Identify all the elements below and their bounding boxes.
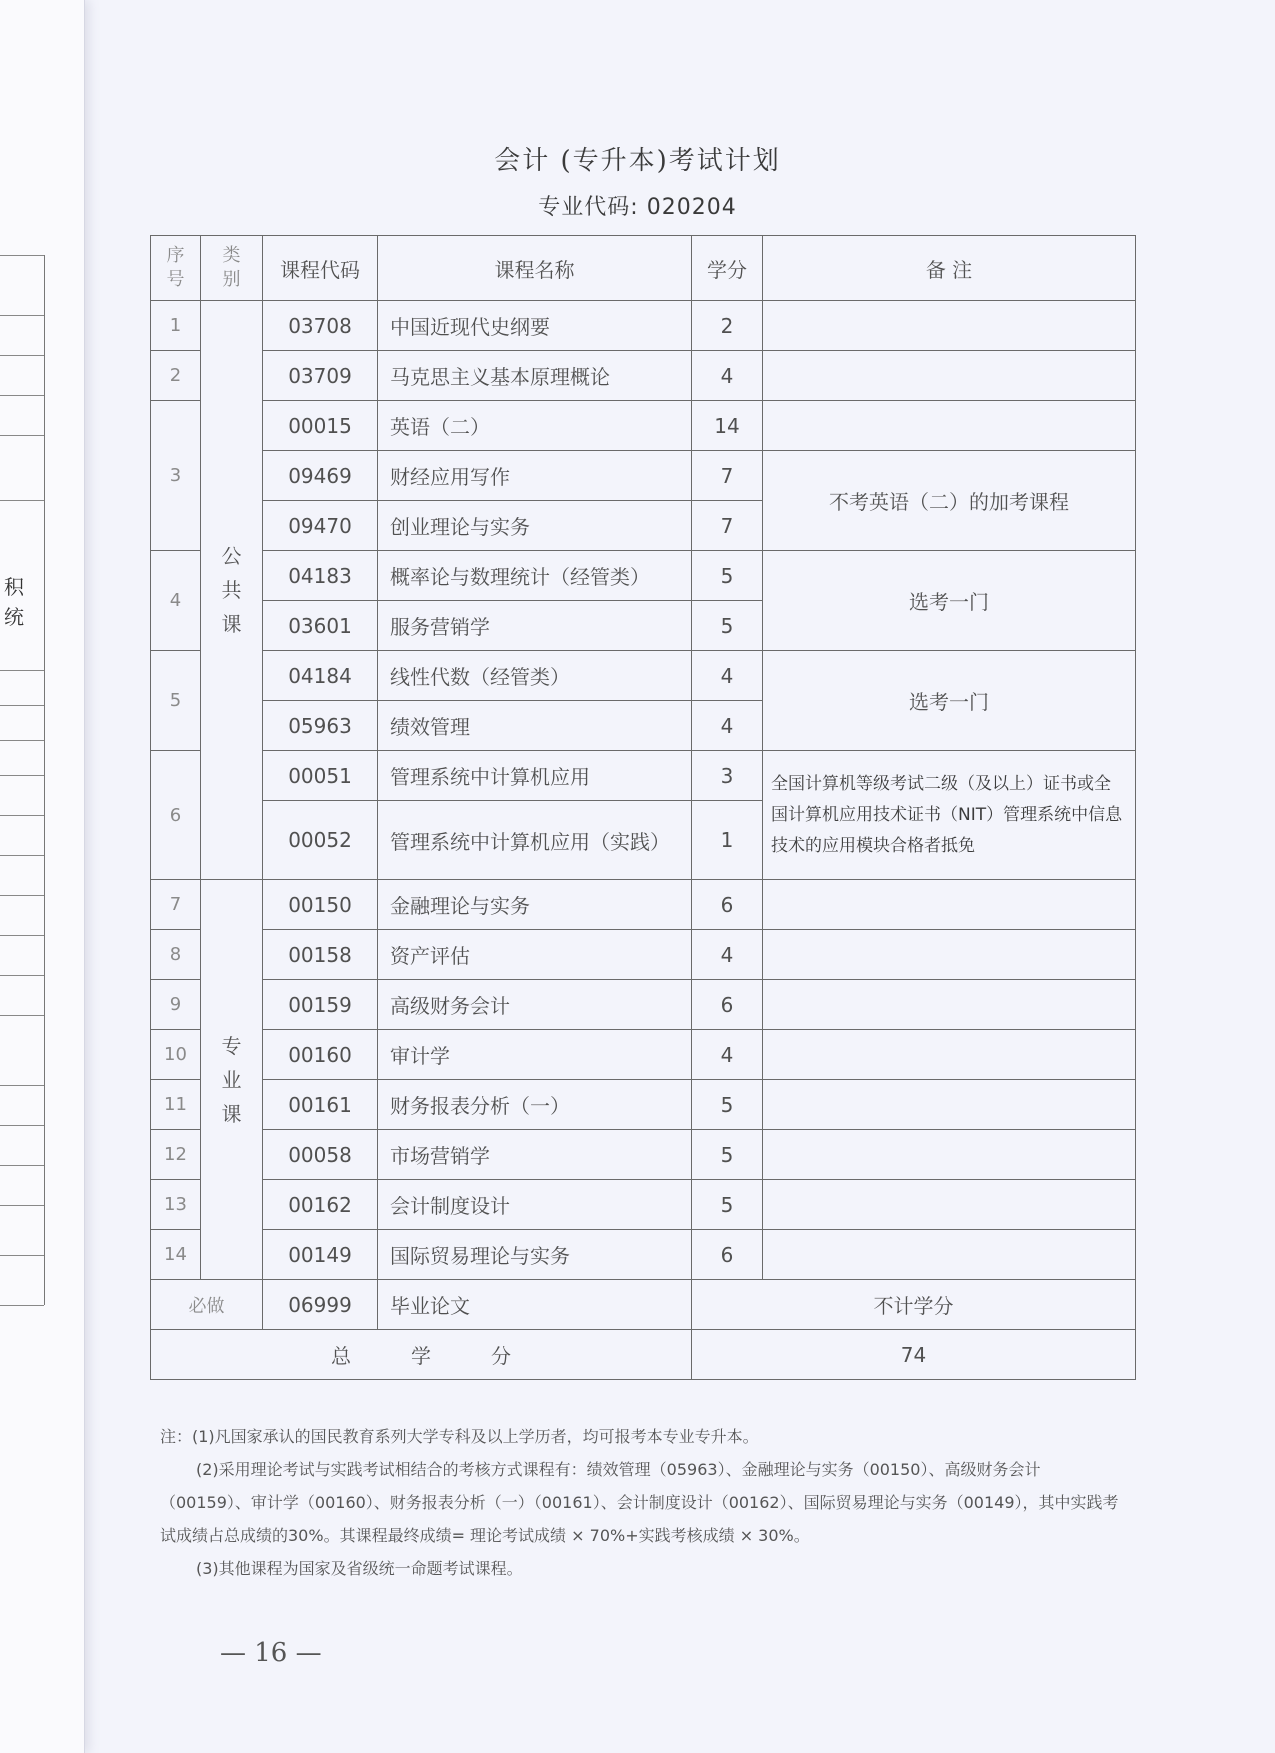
course-name-cell: 财经应用写作: [378, 451, 692, 501]
course-name-cell: 会计制度设计: [378, 1180, 692, 1230]
course-code-cell: 00058: [263, 1130, 378, 1180]
course-code-cell: 00015: [263, 401, 378, 451]
table-row: [151, 401, 1136, 451]
course-name-cell: 绩效管理: [378, 701, 692, 751]
notes-section: [160, 1420, 1120, 1585]
left-page-table-fragment: [0, 255, 45, 1305]
credits-cell: 6: [692, 880, 763, 930]
category-public: 公共课: [201, 301, 263, 880]
course-name-cell: 资产评估: [378, 930, 692, 980]
table-row: [151, 351, 1136, 401]
credits-cell: 6: [692, 980, 763, 1030]
table-row: [151, 880, 1136, 930]
remarks-cell: [763, 1030, 1136, 1080]
major-code: 专业代码: 020204: [538, 195, 737, 220]
credits-cell: 5: [692, 1080, 763, 1130]
header-seq: 序号: [151, 236, 201, 301]
table-row: [151, 551, 1136, 601]
course-name-cell: 服务营销学: [378, 601, 692, 651]
seq-cell: 11: [151, 1080, 201, 1130]
credits-cell: 5: [692, 1130, 763, 1180]
credits-cell: 1: [692, 801, 763, 880]
left-page-text: 积 统: [4, 575, 24, 629]
seq-cell: 12: [151, 1130, 201, 1180]
course-code-cell: 00162: [263, 1180, 378, 1230]
course-code-cell: 00161: [263, 1080, 378, 1130]
table-row: [151, 1080, 1136, 1130]
seq-cell: 9: [151, 980, 201, 1030]
course-name-cell: 审计学: [378, 1030, 692, 1080]
remarks-cell: [763, 301, 1136, 351]
course-code-cell: 09470: [263, 501, 378, 551]
note-1: 注：(1)凡国家承认的国民教育系列大学专科及以上学历者，均可报考本专业专升本。: [160, 1427, 759, 1446]
course-name-cell: 中国近现代史纲要: [378, 301, 692, 351]
seq-cell: 5: [151, 651, 201, 751]
remarks-cell: [763, 1180, 1136, 1230]
remarks-cell: [763, 1130, 1136, 1180]
course-name-cell: 马克思主义基本原理概论: [378, 351, 692, 401]
course-code-cell: 03708: [263, 301, 378, 351]
credits-cell: 4: [692, 930, 763, 980]
required-row: [151, 1280, 1136, 1330]
course-name-cell: 英语（二）: [378, 401, 692, 451]
credits-cell: 3: [692, 751, 763, 801]
credits-cell: 5: [692, 601, 763, 651]
course-code-cell: 00158: [263, 930, 378, 980]
seq-cell: 4: [151, 551, 201, 651]
page-title: 会计 (专升本)考试计划: [494, 146, 781, 176]
course-name-cell: 概率论与数理统计（经管类）: [378, 551, 692, 601]
course-name-cell: 国际贸易理论与实务: [378, 1230, 692, 1280]
course-code-cell: 03601: [263, 601, 378, 651]
credits-cell: 7: [692, 451, 763, 501]
page-number: — 16 —: [220, 1638, 322, 1668]
course-code-cell: 00159: [263, 980, 378, 1030]
remarks-cell: [763, 1080, 1136, 1130]
course-code-cell: 00150: [263, 880, 378, 930]
remarks-cell: [763, 880, 1136, 930]
table-row: [151, 301, 1136, 351]
credits-cell: 2: [692, 301, 763, 351]
credits-cell: 4: [692, 351, 763, 401]
remarks-cell: [763, 351, 1136, 401]
course-name-cell: 管理系统中计算机应用: [378, 751, 692, 801]
credits-cell: 4: [692, 651, 763, 701]
seq-cell: 10: [151, 1030, 201, 1080]
category-major: 专业课: [201, 880, 263, 1280]
total-value: 74: [692, 1330, 1136, 1380]
course-code-cell: 04183: [263, 551, 378, 601]
seq-cell: 6: [151, 751, 201, 880]
course-name-cell: 高级财务会计: [378, 980, 692, 1030]
table-row: [151, 1030, 1136, 1080]
course-name-cell: 创业理论与实务: [378, 501, 692, 551]
seq-cell: 14: [151, 1230, 201, 1280]
remarks-cell: [763, 930, 1136, 980]
remarks-choose-one: 选考一门: [763, 551, 1136, 651]
header-course-code: 课程代码: [263, 236, 378, 301]
left-page-edge: [0, 0, 85, 1753]
seq-cell: 2: [151, 351, 201, 401]
seq-cell: 1: [151, 301, 201, 351]
required-label: 必做: [151, 1280, 263, 1330]
table-row: [151, 751, 1136, 801]
credits-cell: 5: [692, 551, 763, 601]
header-course-name: 课程名称: [378, 236, 692, 301]
seq-cell: 13: [151, 1180, 201, 1230]
seq-cell: 8: [151, 930, 201, 980]
course-name-cell: 管理系统中计算机应用（实践）: [378, 801, 692, 880]
course-code-cell: 00052: [263, 801, 378, 880]
total-label: 总学分: [151, 1330, 692, 1380]
note-3: (3)其他课程为国家及省级统一命题考试课程。: [196, 1559, 523, 1578]
course-code-cell: 04184: [263, 651, 378, 701]
course-name-cell: 线性代数（经管类）: [378, 651, 692, 701]
required-credits: 不计学分: [692, 1280, 1136, 1330]
seq-cell: 3: [151, 401, 201, 551]
credits-cell: 6: [692, 1230, 763, 1280]
total-row: [151, 1330, 1136, 1380]
table-row: [151, 980, 1136, 1030]
course-code-cell: 03709: [263, 351, 378, 401]
remarks-cell: [763, 980, 1136, 1030]
credits-cell: 5: [692, 1180, 763, 1230]
course-code-cell: 00051: [263, 751, 378, 801]
course-code-cell: 09469: [263, 451, 378, 501]
course-code-cell: 00149: [263, 1230, 378, 1280]
table-row: [151, 1130, 1136, 1180]
exam-plan-table: [150, 235, 1136, 1380]
course-name-cell: 财务报表分析（一）: [378, 1080, 692, 1130]
header-credits: 学分: [692, 236, 763, 301]
remarks-choose-one: 选考一门: [763, 651, 1136, 751]
credits-cell: 14: [692, 401, 763, 451]
course-code-cell: 00160: [263, 1030, 378, 1080]
remarks-english-alt: 不考英语（二）的加考课程: [763, 451, 1136, 551]
credits-cell: 4: [692, 701, 763, 751]
remarks-cell: [763, 401, 1136, 451]
remarks-computer-exempt: 全国计算机等级考试二级（及以上）证书或全国计算机应用技术证书（NIT）管理系统中信息技术的应用模块合格者抵免: [763, 751, 1136, 880]
credits-cell: 4: [692, 1030, 763, 1080]
table-header-row: [151, 236, 1136, 301]
header-category: 类别: [201, 236, 263, 301]
course-code-cell: 06999: [263, 1280, 378, 1330]
table-row: [151, 1180, 1136, 1230]
course-name-cell: 金融理论与实务: [378, 880, 692, 930]
table-row: [151, 930, 1136, 980]
seq-cell: 7: [151, 880, 201, 930]
course-code-cell: 05963: [263, 701, 378, 751]
credits-cell: 7: [692, 501, 763, 551]
note-2: (2)采用理论考试与实践考试相结合的考核方式课程有：绩效管理（05963）、金融理论与实务（00150）、高级财务会计（00159）、审计学（00160）、财务报表分析（一）（00161）、会计制度设计（00162）、国际贸易理论与实务（00149），其中实践考试成绩占总成绩的30%。其课程最终成绩= 理论考试成绩 × 70%+实践考核成绩 × 30%。: [160, 1460, 1119, 1545]
course-name-cell: 毕业论文: [378, 1280, 692, 1330]
table-row: [151, 451, 1136, 501]
header-remarks: 备 注: [763, 236, 1136, 301]
table-row: [151, 1230, 1136, 1280]
course-name-cell: 市场营销学: [378, 1130, 692, 1180]
remarks-cell: [763, 1230, 1136, 1280]
table-row: [151, 651, 1136, 701]
